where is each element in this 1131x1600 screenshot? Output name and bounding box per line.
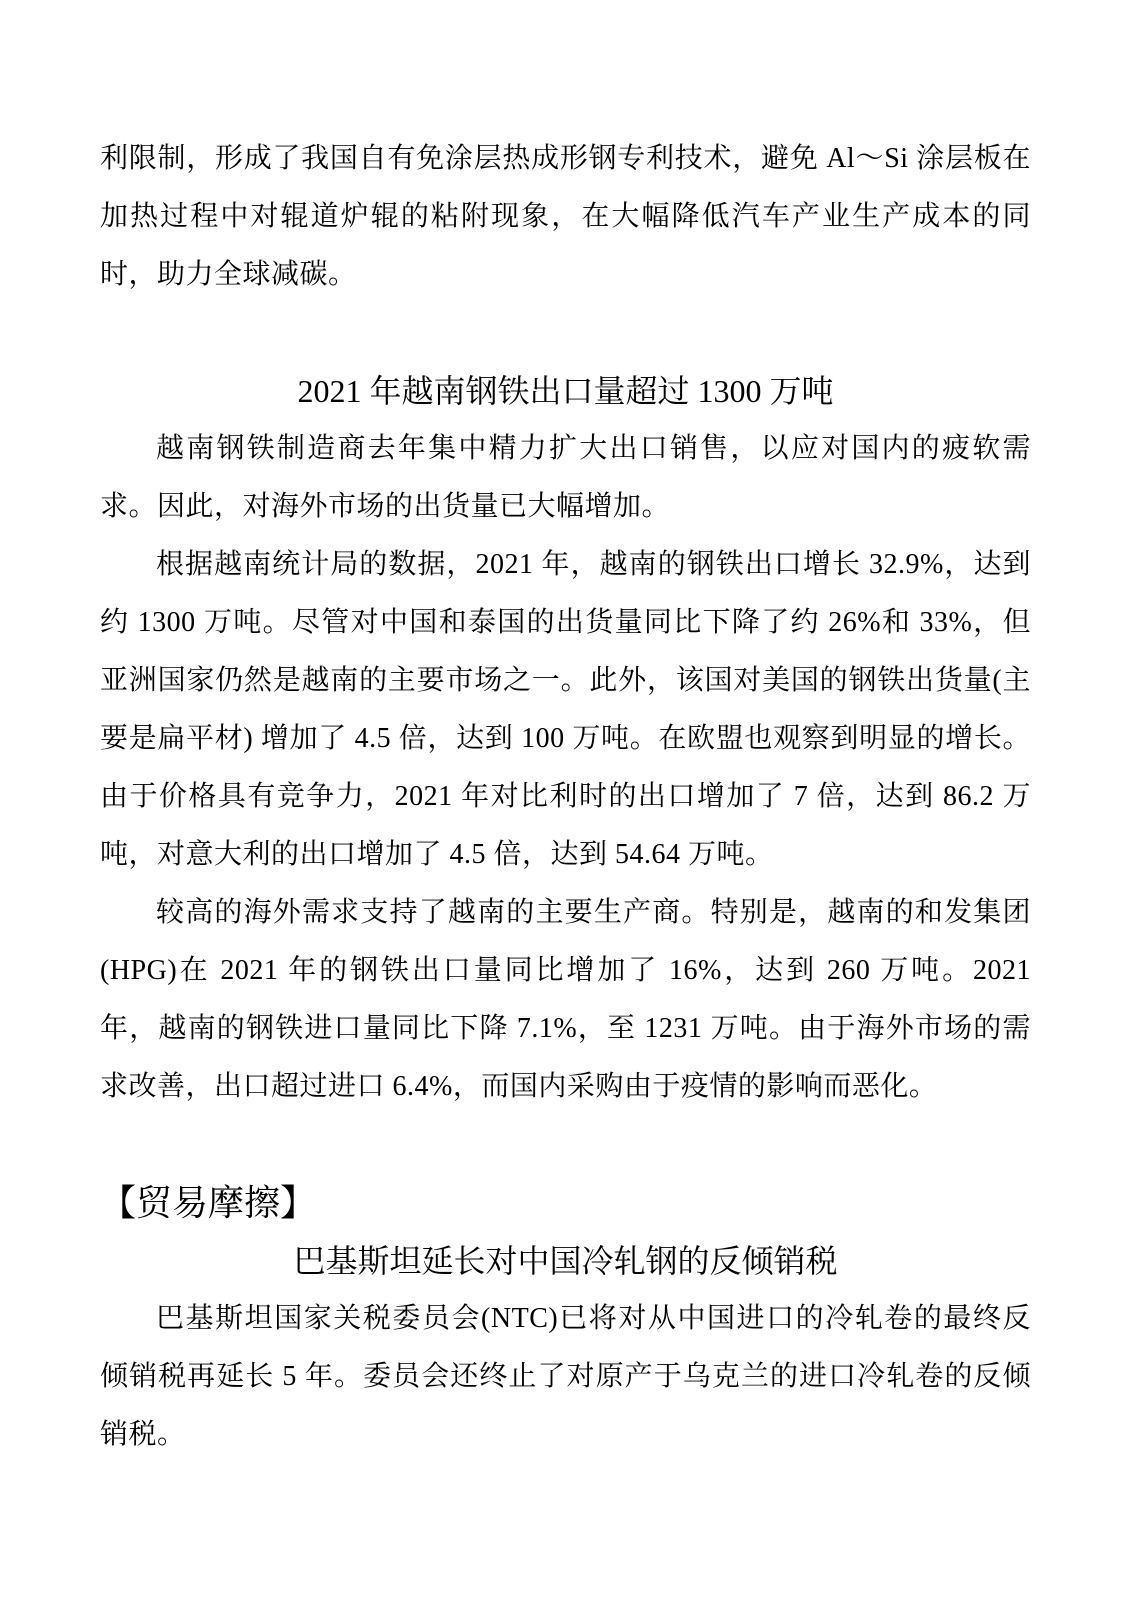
article-title-vietnam-exports: 2021 年越南钢铁出口量超过 1300 万吨	[297, 373, 834, 409]
continuation-paragraph: 利限制，形成了我国自有免涂层热成形钢专利技术，避免 Al～Si 涂层板在加热过程中对辊道炉辊的粘附现象，在大幅降低汽车产业生产成本的同时，助力全球减碳。	[100, 143, 1031, 290]
paragraph-pakistan-1: 巴基斯坦国家关税委员会(NTC)已将对从中国进口的冷轧卷的最终反倾销税再延长 5 年。委员会还终止了对原产于乌克兰的进口冷轧卷的反倾销税。	[100, 1303, 1031, 1450]
article-title-pakistan-antidumping: 巴基斯坦延长对中国冷轧钢的反倾销税	[293, 1243, 838, 1279]
paragraph-vietnam-3: 较高的海外需求支持了越南的主要生产商。特别是，越南的和发集团(HPG)在 2021 年的钢铁出口量同比增加了 16%，达到 260 万吨。2021 年，越南的钢铁进口量同比下降 7.1%，至 1231 万吨。由于海外市场的需 求改善，出口超过进口 6.4%，而国内采购由于疫情的影响而恶化。	[100, 897, 1031, 1102]
paragraph-vietnam-2: 根据越南统计局的数据，2021 年，越南的钢铁出口增长 32.9%，达到约 1300 万吨。尽管对中国和泰国的出货量同比下降了约 26%和 33%，但亚洲国家仍然是越南的主要市场之一。此外，该国对美国的钢铁出货量(主要是扁平材) 增加了 4.5 倍，达到 100 万吨。在欧盟也观察到明显的增长。由于价格具有竞争力，2021 年对比利时的出口增加了 7 倍，达到 86.2 万吨，对意大利的出口增加了 4.5 倍，达到 54.64 万吨。	[100, 549, 1031, 870]
section-heading-trade-friction: 【贸易摩擦】	[100, 1183, 317, 1223]
paragraph-vietnam-1: 越南钢铁制造商去年集中精力扩大出口销售，以应对国内的疲软需求。因此，对海外市场的出货量已大幅增加。	[100, 433, 1031, 522]
